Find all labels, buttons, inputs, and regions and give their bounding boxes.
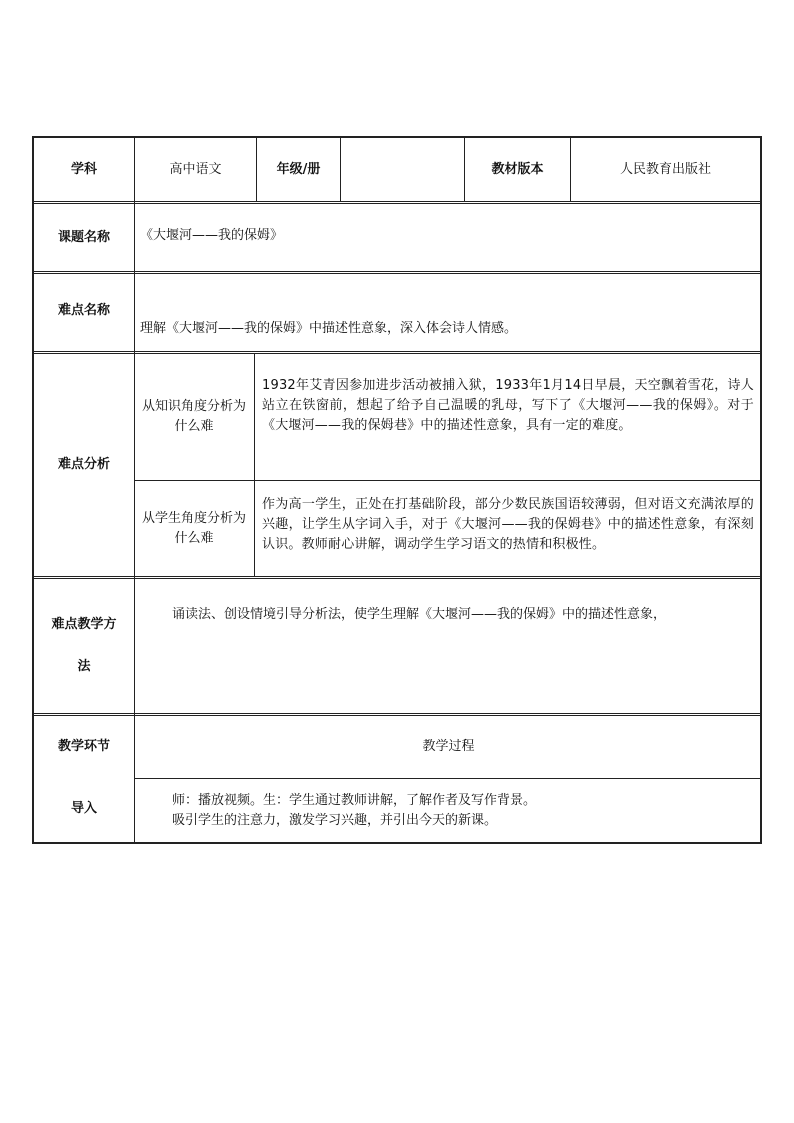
- intro-content: [172, 779, 760, 842]
- grade-label: 年级/册: [276, 161, 321, 177]
- process-label: 教学环节: [57, 739, 110, 754]
- subject-label: 学科: [70, 161, 97, 177]
- difficulty-label: 难点名称: [57, 302, 110, 318]
- knowledge-angle-label: 从知识角度分析为什么难: [142, 399, 247, 434]
- lesson-value: 《大堰河——我的保姆》: [140, 227, 284, 243]
- lesson-label: 课题名称: [57, 229, 110, 245]
- student-paragraph: 作为高一学生，正处在打基础阶段，部分少数民族国语较薄弱，但对语文充满浓厚的兴趣，让学生从字词入手，对于《大堰河——我的保姆巷》中的描述性意象，有深刻认识。教师耐心讲解，调动学生学习语文的热情和积极性。: [262, 497, 754, 552]
- edition-label: 教材版本: [491, 161, 544, 177]
- method-label: [34, 579, 134, 713]
- student-angle-text: [255, 481, 761, 576]
- student-angle-label: 从学生角度分析为什么难: [142, 510, 247, 546]
- intro-line-2: 吸引学生的注意力，激发学习兴趣，并引出今天的新课。: [172, 813, 498, 828]
- intro-label: 导入: [70, 800, 97, 816]
- difficulty-value: 理解《大堰河——我的保姆》中描述性意象，深入体会诗人情感。: [140, 321, 518, 336]
- analysis-label: 难点分析: [57, 457, 110, 472]
- method-label-line1: 难点教学方: [51, 617, 117, 632]
- method-value: 诵读法、创设情境引导分析法，使学生理解《大堰河——我的保姆》中的描述性意象，: [172, 607, 667, 622]
- knowledge-angle-text: [255, 354, 761, 480]
- knowledge-paragraph: 1932年艾青因参加进步活动被捕入狱，1933年1月14日早晨，天空飘着雪花，诗人站立在铁窗前，想起了给予自己温暖的乳母，写下了《大堰河——我的保姆》。对于《大堰河——我的保姆巷》中的描述性意象，具有一定的难度。: [262, 378, 754, 433]
- method-label-line2: 法: [77, 659, 91, 674]
- lesson-plan-table: [32, 136, 762, 844]
- edition-value: 人民教育出版社: [619, 161, 711, 177]
- process-value: 教学过程: [422, 739, 475, 754]
- subject-value: 高中语文: [169, 161, 222, 177]
- grade-value: [341, 138, 464, 201]
- intro-line-1: 师：播放视频。生：学生通过教师讲解，了解作者及写作背景。: [172, 793, 537, 808]
